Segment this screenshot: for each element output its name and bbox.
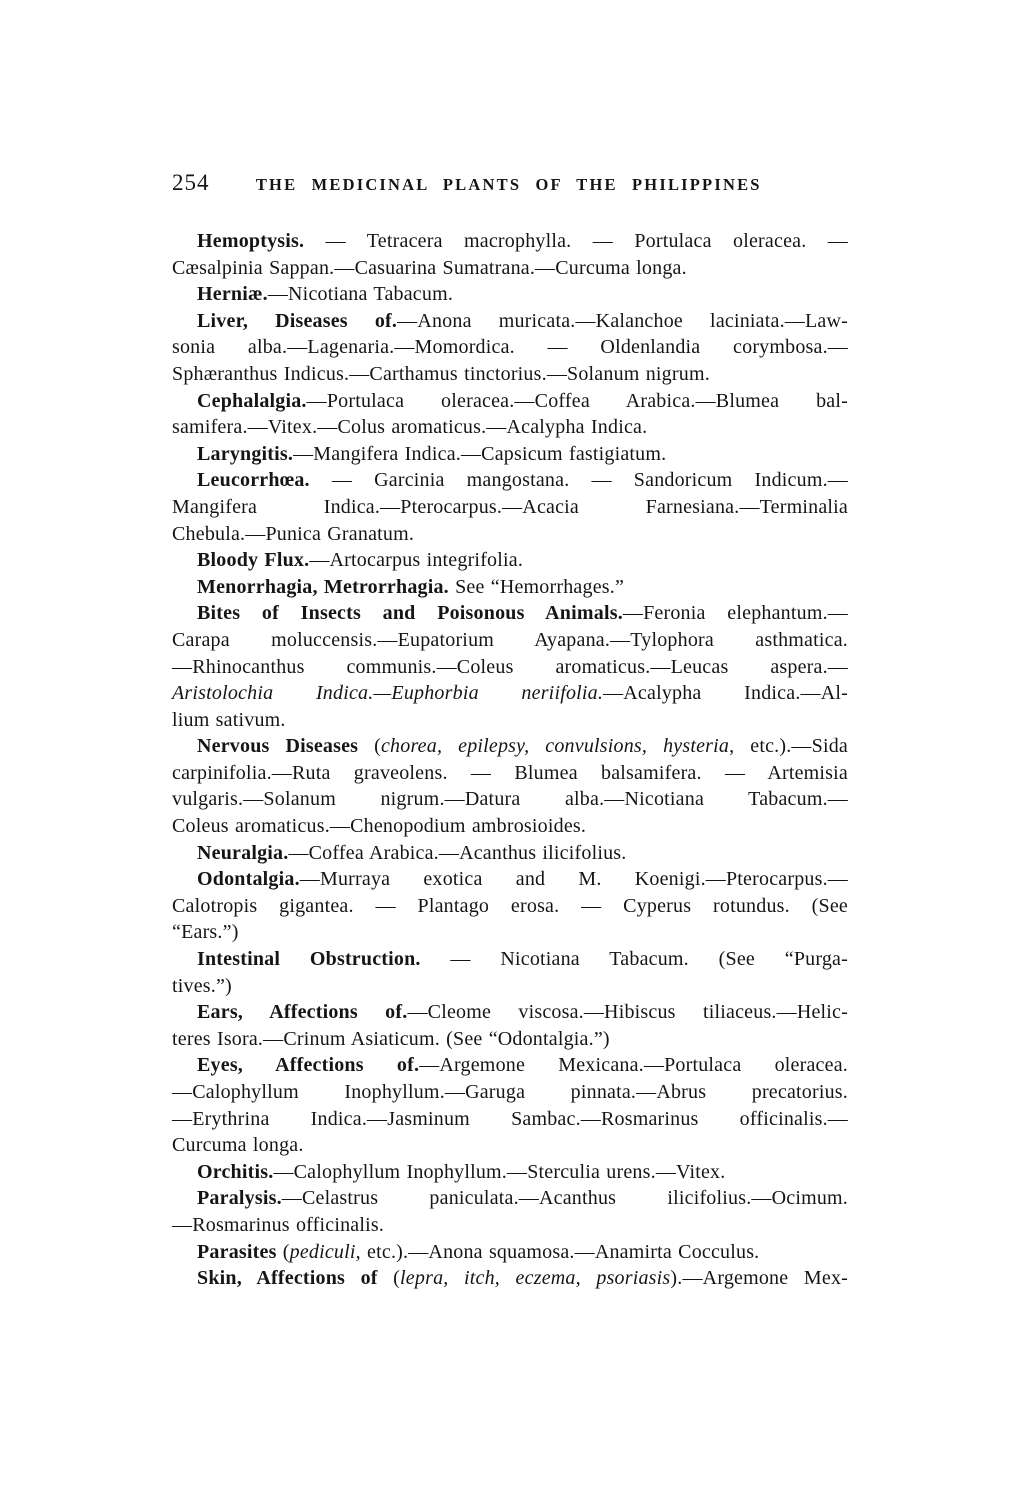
- text-line: [172, 414, 848, 441]
- entry-heading: Hemoptysis.: [197, 230, 305, 252]
- text-line: [172, 680, 848, 707]
- entry-text: (: [276, 1240, 290, 1263]
- text-line: [172, 1239, 848, 1266]
- entry-text: —Calophyllum Inophyllum.—Sterculia urens.—Vitex.: [273, 1160, 726, 1183]
- text-line: [172, 1159, 848, 1186]
- text-line: [172, 627, 848, 654]
- entry-heading: Leucorrhœa.: [197, 469, 310, 492]
- text-line: [172, 973, 848, 1000]
- text-line: [172, 999, 848, 1026]
- text-line: [172, 494, 848, 521]
- entry-text: —Calophyllum Inophyllum.—Garuga pinnata.—Abrus precatorius.: [172, 1081, 848, 1103]
- entry-text: samifera.—Vitex.—Colus aromaticus.—Acalypha Indica.: [172, 416, 648, 439]
- entry-text: —Portulaca oleracea.—Coffea Arabica.—Blumea bal-: [306, 389, 848, 412]
- entry-heading: Herniæ.: [197, 283, 268, 306]
- entry-text: —Artocarpus integrifolia.: [309, 549, 524, 572]
- entry-text: —Anona muricata.—Kalanchoe laciniata.—Law-: [397, 309, 848, 332]
- text-line: [172, 1026, 848, 1053]
- page-number: 254: [172, 170, 210, 195]
- text-line: [172, 654, 848, 681]
- entry-heading: Eyes, Affections of.: [197, 1054, 420, 1077]
- text-line: [172, 1079, 848, 1106]
- entry-heading: Paralysis.: [197, 1187, 282, 1210]
- entry-heading: Parasites: [197, 1240, 277, 1263]
- text-line: [172, 919, 848, 946]
- text-line: [172, 840, 848, 867]
- entry-heading: Neuralgia.: [197, 841, 289, 864]
- entry-text: (: [358, 735, 381, 758]
- text-line: [172, 308, 848, 335]
- text-line: [172, 1052, 848, 1079]
- page-title: THE MEDICINAL PLANTS OF THE PHILIPPINES: [255, 175, 762, 194]
- text-line: [172, 1212, 848, 1239]
- entry-text: —Celastrus paniculata.—Acanthus ilicifolius.—Ocimum.: [281, 1187, 848, 1210]
- text-line: [172, 228, 848, 255]
- entry-text: See “Hemorrhages.”: [448, 575, 625, 598]
- entry-heading: Odontalgia.: [197, 868, 300, 891]
- entry-text: —Mangifera Indica.—Capsicum fastigiatum.: [293, 442, 667, 465]
- entry-text: Calotropis gigantea. — Plantago erosa. — Cyperus rotundus. (See: [172, 894, 848, 917]
- entry-text: Cæsalpinia Sappan.—Casuarina Sumatrana.—Curcuma longa.: [172, 256, 687, 279]
- entry-heading: Menorrhagia, Metrorrhagia.: [197, 575, 449, 598]
- entry-text: ).—Argemone Mex-: [670, 1267, 849, 1290]
- entry-text: chorea, epilepsy, convulsions, hysteria: [380, 735, 730, 758]
- text-line: [172, 1265, 848, 1292]
- text-line: [172, 521, 848, 548]
- text-line: [172, 255, 848, 282]
- text-column: [172, 170, 848, 1292]
- entry-text: Coleus aromaticus.—Chenopodium ambrosioides.: [172, 815, 587, 838]
- entry-text: carpinifolia.—Ruta graveolens. — Blumea balsamifera. — Artemisia: [172, 761, 848, 784]
- entry-heading: Orchitis.: [197, 1160, 274, 1183]
- text-line: [172, 1106, 848, 1133]
- entry-text: Mangifera Indica.—Pterocarpus.—Acacia Farnesiana.—Terminalia: [172, 495, 848, 518]
- entry-text: — Garcinia mangostana. — Sandoricum Indicum.—: [309, 469, 848, 492]
- entry-heading: Liver, Diseases of.: [197, 309, 398, 332]
- entry-text: —Rosmarinus officinalis.: [172, 1213, 385, 1236]
- text-line: [172, 733, 848, 760]
- text-line: [172, 388, 848, 415]
- text-line: [172, 707, 848, 734]
- entry-text: teres Isora.—Crinum Asiaticum. (See “Odontalgia.”): [172, 1027, 610, 1050]
- text-line: [172, 813, 848, 840]
- entry-text: lepra, itch, eczema, psoriasis: [400, 1267, 671, 1290]
- running-header: [172, 170, 848, 198]
- entry-heading: Bloody Flux.: [197, 549, 310, 572]
- entry-heading: Laryngitis.: [197, 442, 294, 465]
- entry-text: lium sativum.: [172, 708, 286, 731]
- text-line: [172, 786, 848, 813]
- text-line: [172, 281, 848, 308]
- entry-text: Carapa moluccensis.—Eupatorium Ayapana.—Tylophora asthmatica.: [172, 628, 848, 651]
- text-line: [172, 334, 848, 361]
- entry-text: —Murraya exotica and M. Koenigi.—Pterocarpus.—: [299, 868, 848, 891]
- entry-text: Aristolochia Indica.—Euphorbia neriifolia.: [172, 682, 604, 705]
- text-line: [172, 361, 848, 388]
- entry-text: —Erythrina Indica.—Jasminum Sambac.—Rosmarinus officinalis.—: [172, 1107, 848, 1130]
- entry-text: tives.”): [172, 974, 232, 997]
- entry-text: Sphæranthus Indicus.—Carthamus tinctorius.—Solanum nigrum.: [172, 362, 710, 385]
- entry-heading: Skin, Affections of: [197, 1267, 378, 1290]
- entry-text: —Rhinocanthus communis.—Coleus aromaticus.—Leucas aspera.—: [172, 655, 848, 678]
- entry-text: —Acalypha Indica.—Al-: [603, 682, 848, 705]
- text-line: [172, 467, 848, 494]
- entry-text: —Coffea Arabica.—Acanthus ilicifolius.: [288, 841, 627, 864]
- text-line: [172, 547, 848, 574]
- entry-text: — Tetracera macrophylla. — Portulaca oleracea. —: [304, 230, 848, 252]
- text-line: [172, 866, 848, 893]
- entry-heading: Bites of Insects and Poisonous Animals.: [197, 602, 623, 625]
- entry-heading: Intestinal Obstruction.: [197, 948, 421, 971]
- text-line: [172, 1185, 848, 1212]
- text-line: [172, 893, 848, 920]
- entry-text: Curcuma longa.: [172, 1134, 304, 1157]
- entry-text: , etc.).—Sida: [729, 735, 848, 758]
- text-line: [172, 600, 848, 627]
- text-line: [172, 946, 848, 973]
- entry-text: pediculi: [289, 1240, 356, 1263]
- entry-text: —Nicotiana Tabacum.: [267, 283, 454, 306]
- entry-text: vulgaris.—Solanum nigrum.—Datura alba.—Nicotiana Tabacum.—: [172, 788, 848, 811]
- entry-text: Chebula.—Punica Granatum.: [172, 522, 415, 545]
- entry-text: —Cleome viscosa.—Hibiscus tiliaceus.—Helic-: [407, 1001, 848, 1024]
- entry-heading: Ears, Affections of.: [197, 1001, 408, 1024]
- entry-text: — Nicotiana Tabacum. (See “Purga-: [420, 948, 848, 971]
- entry-text: —Argemone Mexicana.—Portulaca oleracea.: [419, 1054, 848, 1077]
- text-line: [172, 441, 848, 468]
- text-line: [172, 760, 848, 787]
- text-line: [172, 574, 848, 601]
- entry-heading: Cephalalgia.: [197, 389, 307, 412]
- entry-text: “Ears.”): [172, 921, 239, 944]
- text-line: [172, 1132, 848, 1159]
- entry-text: —Feronia elephantum.—: [622, 602, 848, 625]
- page-body: [172, 228, 848, 1292]
- entry-text: , etc.).—Anona squamosa.—Anamirta Cocculus.: [355, 1240, 760, 1263]
- entry-text: (: [377, 1267, 401, 1290]
- entry-heading: Nervous Diseases: [197, 735, 359, 758]
- entry-text: sonia alba.—Lagenaria.—Momordica. — Oldenlandia corymbosa.—: [172, 336, 848, 359]
